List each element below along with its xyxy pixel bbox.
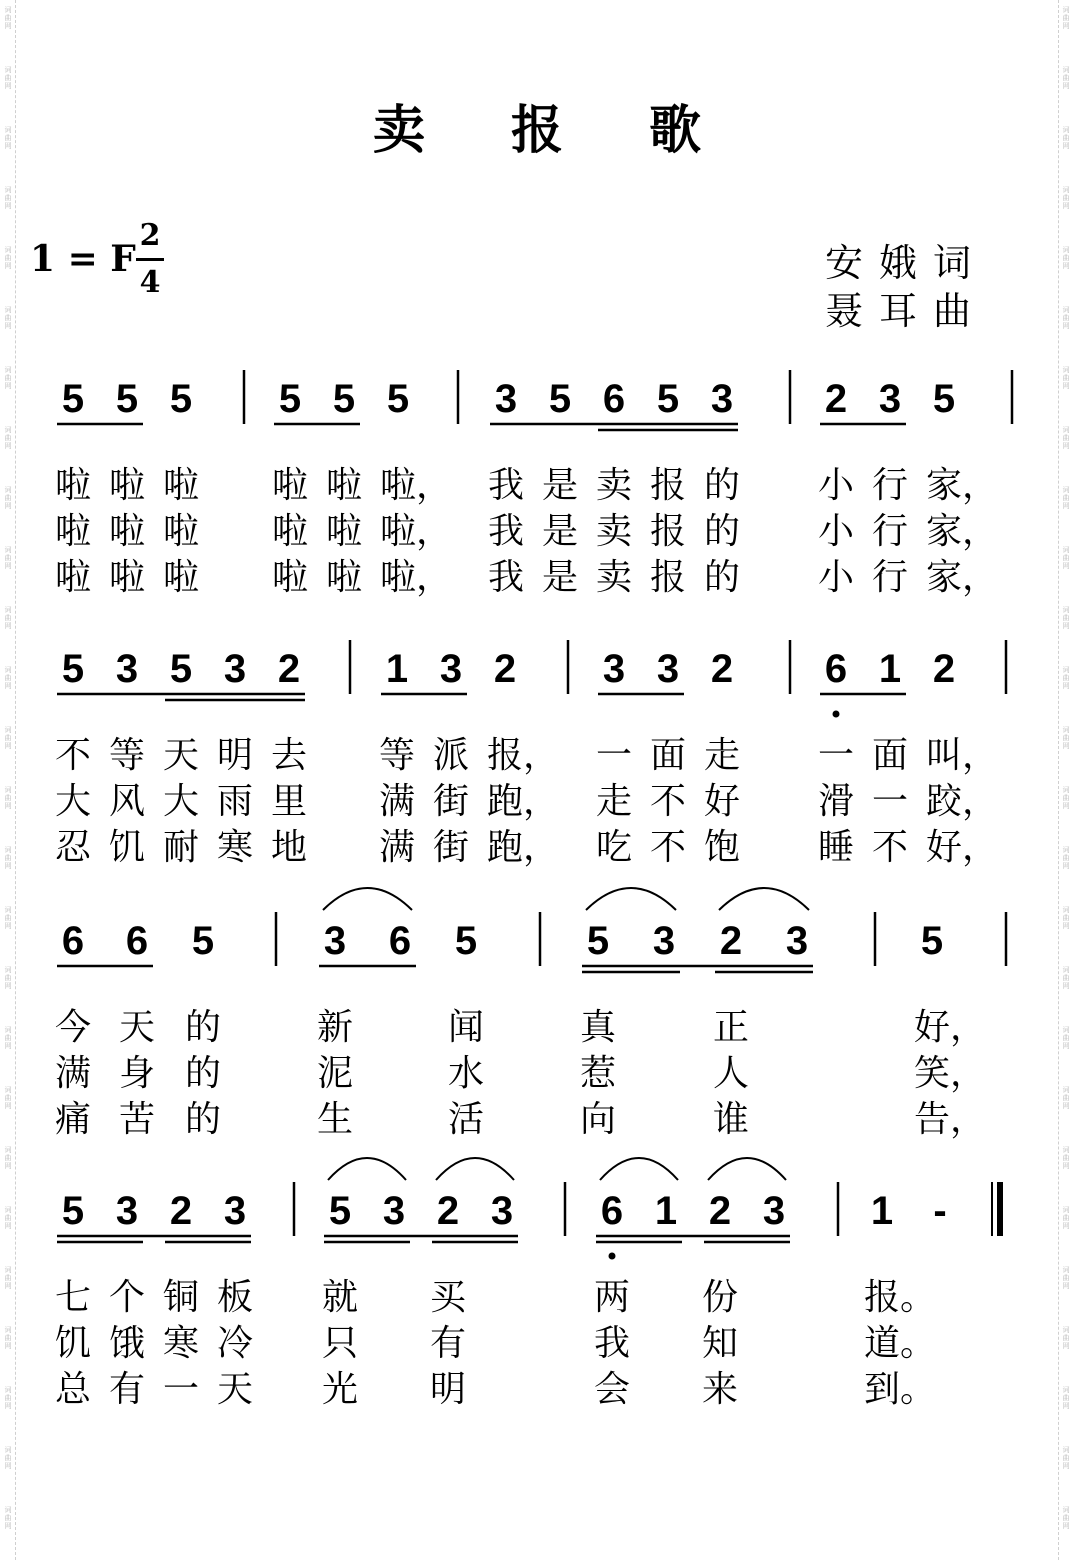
note-3-6: 5 — [454, 919, 478, 963]
lyric-syllable: 今 — [55, 1007, 92, 1048]
note-1-1: 5 — [61, 377, 85, 421]
lyric-syllable: 的 — [185, 1099, 222, 1140]
lyric-syllable: 等 — [109, 735, 146, 776]
lyric-syllable: 啦 — [326, 557, 363, 598]
lyric-syllable: 小 — [818, 511, 855, 552]
lyricist-credit: 安娥词 — [825, 241, 988, 285]
lyric-syllable: 个 — [109, 1277, 146, 1318]
watermark-mark: 词曲网 — [1062, 126, 1070, 150]
lyric-syllable: 寒 — [163, 1323, 200, 1364]
note-2-12: 6 — [824, 647, 848, 691]
note-2-10: 3 — [656, 647, 680, 691]
lyric-syllable: 正 — [713, 1007, 750, 1048]
note-3-9: 2 — [719, 919, 743, 963]
watermark-mark: 词曲网 — [1062, 906, 1070, 930]
lyric-syllable: 饥 — [55, 1323, 92, 1364]
lyric-syllable: 不 — [650, 781, 687, 822]
lyric-syllable: 风 — [109, 781, 146, 822]
lyric-syllable: 向 — [580, 1099, 617, 1140]
watermark-mark: 词曲网 — [1062, 306, 1070, 330]
watermark-mark: 词曲网 — [4, 486, 12, 510]
lyric-syllable: 不 — [55, 735, 92, 776]
lyric-syllable: 啦 — [163, 557, 200, 598]
watermark-mark: 词曲网 — [1062, 726, 1070, 750]
watermark-mark: 词曲网 — [4, 66, 12, 90]
lyric-syllable: 我 — [488, 511, 525, 552]
lyric-syllable: 啦 — [55, 511, 92, 552]
watermark-mark: 词曲网 — [1062, 1506, 1070, 1530]
watermark-mark: 词曲网 — [4, 366, 12, 390]
lyric-syllable: 寒 — [217, 827, 254, 868]
low-octave-dot-4-1 — [609, 1253, 616, 1260]
watermark-mark: 词曲网 — [4, 306, 12, 330]
lyric-syllable: 啦， — [380, 465, 453, 506]
note-2-9: 3 — [602, 647, 626, 691]
lyric-syllable: 天 — [163, 735, 200, 776]
lyric-syllable: 有 — [430, 1323, 467, 1364]
lyric-syllable: 啦 — [272, 511, 309, 552]
watermark-mark: 词曲网 — [1062, 1026, 1070, 1050]
note-1-14: 5 — [932, 377, 956, 421]
lyric-syllable: 满 — [379, 781, 416, 822]
lyric-syllable: 好， — [926, 827, 999, 868]
lyric-syllable: 派 — [433, 735, 470, 776]
note-3-3: 5 — [191, 919, 215, 963]
lyric-syllable: 饱 — [704, 827, 741, 868]
lyric-syllable: 耐 — [163, 827, 200, 868]
note-2-4: 3 — [223, 647, 247, 691]
watermark-mark: 词曲网 — [1062, 846, 1070, 870]
note-4-14: - — [933, 1189, 947, 1233]
lyric-syllable: 忍 — [55, 827, 92, 868]
note-4-13: 1 — [870, 1189, 894, 1233]
lyric-syllable: 卖 — [596, 465, 633, 506]
lyric-syllable: 家， — [926, 465, 999, 506]
watermark-mark: 词曲网 — [4, 186, 12, 210]
lyric-syllable: 明 — [430, 1369, 467, 1410]
note-4-2: 3 — [115, 1189, 139, 1233]
lyric-syllable: 大 — [55, 781, 92, 822]
watermark-mark: 词曲网 — [1062, 606, 1070, 630]
lyric-syllable: 面 — [872, 735, 909, 776]
note-2-5: 2 — [277, 647, 301, 691]
watermark-mark: 词曲网 — [4, 966, 12, 990]
lyric-syllable: 好 — [704, 781, 741, 822]
note-2-8: 2 — [493, 647, 517, 691]
watermark-mark: 词曲网 — [1062, 246, 1070, 270]
watermark-mark: 词曲网 — [1062, 1206, 1070, 1230]
slur-4-3 — [600, 1158, 678, 1180]
lyric-syllable: 啦 — [272, 557, 309, 598]
watermark-mark: 词曲网 — [1062, 186, 1070, 210]
lyric-syllable: 明 — [217, 735, 254, 776]
lyric-syllable: 啦 — [163, 465, 200, 506]
lyric-syllable: 苦 — [119, 1099, 156, 1140]
watermark-mark: 词曲网 — [1062, 6, 1070, 30]
lyric-syllable: 我 — [488, 557, 525, 598]
note-2-1: 5 — [61, 647, 85, 691]
note-2-7: 3 — [439, 647, 463, 691]
note-4-1: 5 — [61, 1189, 85, 1233]
note-1-4: 5 — [278, 377, 302, 421]
lyric-syllable: 我 — [594, 1323, 631, 1364]
lyric-syllable: 七 — [55, 1277, 92, 1318]
note-2-2: 3 — [115, 647, 139, 691]
lyric-syllable: 到。 — [864, 1369, 937, 1410]
watermark-mark: 词曲网 — [4, 906, 12, 930]
watermark-mark: 词曲网 — [4, 126, 12, 150]
lyric-syllable: 一 — [163, 1369, 200, 1410]
note-2-3: 5 — [169, 647, 193, 691]
lyric-syllable: 道。 — [864, 1323, 937, 1364]
lyric-syllable: 谁 — [713, 1099, 750, 1140]
lyric-syllable: 人 — [713, 1053, 750, 1094]
watermark-mark: 词曲网 — [4, 1506, 12, 1530]
note-3-7: 5 — [586, 919, 610, 963]
slur-4-1 — [328, 1158, 406, 1180]
note-2-14: 2 — [932, 647, 956, 691]
lyric-syllable: 的 — [185, 1007, 222, 1048]
watermark-mark: 词曲网 — [1062, 546, 1070, 570]
watermark-mark: 词曲网 — [4, 786, 12, 810]
lyric-syllable: 我 — [488, 465, 525, 506]
note-1-6: 5 — [386, 377, 410, 421]
note-3-5: 6 — [388, 919, 412, 963]
lyric-syllable: 活 — [448, 1099, 485, 1140]
lyric-syllable: 泥 — [317, 1053, 354, 1094]
slur-3-2 — [586, 888, 676, 910]
watermark-mark: 词曲网 — [1062, 966, 1070, 990]
note-2-6: 1 — [385, 647, 409, 691]
watermark-mark: 词曲网 — [4, 1386, 12, 1410]
slur-4-4 — [708, 1158, 786, 1180]
note-1-3: 5 — [169, 377, 193, 421]
lyric-syllable: 滑 — [818, 781, 855, 822]
note-3-4: 3 — [323, 919, 347, 963]
composer-credit: 聂耳曲 — [825, 289, 988, 333]
note-1-12: 2 — [824, 377, 848, 421]
note-4-11: 2 — [708, 1189, 732, 1233]
lyric-syllable: 啦 — [326, 465, 363, 506]
lyric-syllable: 生 — [317, 1099, 354, 1140]
lyric-syllable: 满 — [55, 1053, 92, 1094]
lyric-syllable: 总 — [55, 1369, 92, 1410]
lyric-syllable: 啦 — [109, 465, 146, 506]
watermark-mark: 词曲网 — [4, 726, 12, 750]
lyric-syllable: 不 — [872, 827, 909, 868]
note-4-9: 6 — [600, 1189, 624, 1233]
watermark-mark: 词曲网 — [4, 1326, 12, 1350]
note-4-7: 2 — [436, 1189, 460, 1233]
slur-3-1 — [323, 888, 412, 910]
note-1-7: 3 — [494, 377, 518, 421]
lyric-syllable: 闻 — [448, 1007, 485, 1048]
watermark-mark: 词曲网 — [1062, 486, 1070, 510]
note-4-6: 3 — [382, 1189, 406, 1233]
lyric-syllable: 啦 — [109, 557, 146, 598]
lyric-syllable: 报 — [650, 557, 687, 598]
lyric-syllable: 啦 — [163, 511, 200, 552]
lyric-syllable: 啦 — [326, 511, 363, 552]
lyric-syllable: 冷 — [217, 1323, 254, 1364]
lyric-syllable: 等 — [379, 735, 416, 776]
lyric-syllable: 饿 — [109, 1323, 146, 1364]
lyric-syllable: 知 — [702, 1323, 739, 1364]
lyric-syllable: 天 — [217, 1369, 254, 1410]
key-signature: 1 = F — [30, 238, 136, 280]
note-3-8: 3 — [652, 919, 676, 963]
lyric-syllable: 身 — [119, 1053, 156, 1094]
lyric-syllable: 面 — [650, 735, 687, 776]
note-1-13: 3 — [878, 377, 902, 421]
lyric-syllable: 水 — [448, 1053, 485, 1094]
watermark-mark: 词曲网 — [1062, 786, 1070, 810]
lyric-syllable: 报 — [650, 511, 687, 552]
lyric-syllable: 走 — [596, 781, 633, 822]
note-1-8: 5 — [548, 377, 572, 421]
watermark-mark: 词曲网 — [4, 546, 12, 570]
note-4-12: 3 — [762, 1189, 786, 1233]
lyric-syllable: 的 — [185, 1053, 222, 1094]
note-1-10: 5 — [656, 377, 680, 421]
lyric-syllable: 真 — [580, 1007, 617, 1048]
lyric-syllable: 雨 — [217, 781, 254, 822]
lyric-syllable: 小 — [818, 557, 855, 598]
lyric-syllable: 的 — [704, 465, 741, 506]
lyric-syllable: 一 — [872, 781, 909, 822]
lyric-syllable: 板 — [217, 1277, 254, 1318]
lyric-syllable: 啦 — [55, 465, 92, 506]
lyric-syllable: 有 — [109, 1369, 146, 1410]
lyric-syllable: 卖 — [596, 511, 633, 552]
lyric-syllable: 不 — [650, 827, 687, 868]
lyric-syllable: 铜 — [163, 1277, 200, 1318]
lyric-syllable: 啦， — [380, 557, 453, 598]
lyric-syllable: 就 — [322, 1277, 359, 1318]
note-4-8: 3 — [490, 1189, 514, 1233]
watermark-mark: 词曲网 — [4, 606, 12, 630]
lyric-syllable: 家， — [926, 511, 999, 552]
lyric-syllable: 睡 — [818, 827, 855, 868]
song-title: 卖报歌 — [372, 100, 787, 161]
note-4-3: 2 — [169, 1189, 193, 1233]
note-3-11: 5 — [920, 919, 944, 963]
time-signature-top: 2 — [139, 218, 161, 253]
watermark-mark: 词曲网 — [4, 1446, 12, 1470]
lyric-syllable: 痛 — [55, 1099, 92, 1140]
watermark-mark: 词曲网 — [1062, 1266, 1070, 1290]
lyric-syllable: 天 — [119, 1007, 156, 1048]
low-octave-dot-2-1 — [833, 711, 840, 718]
lyric-syllable: 惹 — [580, 1053, 617, 1094]
lyric-syllable: 报 — [650, 465, 687, 506]
watermark-mark: 词曲网 — [1062, 66, 1070, 90]
note-3-10: 3 — [785, 919, 809, 963]
lyric-syllable: 饥 — [109, 827, 146, 868]
lyric-syllable: 行 — [872, 465, 909, 506]
lyric-syllable: 是 — [542, 511, 579, 552]
lyric-syllable: 的 — [704, 557, 741, 598]
lyric-syllable: 只 — [322, 1323, 359, 1364]
lyric-syllable: 里 — [271, 781, 308, 822]
lyric-syllable: 行 — [872, 557, 909, 598]
lyric-syllable: 告， — [914, 1099, 987, 1140]
slur-3-3 — [719, 888, 809, 910]
watermark-mark: 词曲网 — [4, 426, 12, 450]
watermark-mark: 词曲网 — [4, 6, 12, 30]
lyric-syllable: 啦 — [55, 557, 92, 598]
lyric-syllable: 满 — [379, 827, 416, 868]
watermark-mark: 词曲网 — [1062, 666, 1070, 690]
lyric-syllable: 地 — [271, 827, 308, 868]
lyric-syllable: 报。 — [864, 1277, 937, 1318]
lyric-syllable: 一 — [596, 735, 633, 776]
watermark-mark: 词曲网 — [1062, 1086, 1070, 1110]
note-1-11: 3 — [710, 377, 734, 421]
watermark-mark: 词曲网 — [1062, 426, 1070, 450]
note-1-2: 5 — [115, 377, 139, 421]
lyric-syllable: 新 — [317, 1007, 354, 1048]
lyric-syllable: 啦 — [272, 465, 309, 506]
lyric-syllable: 笑， — [914, 1053, 987, 1094]
lyric-syllable: 的 — [704, 511, 741, 552]
watermark-mark: 词曲网 — [4, 246, 12, 270]
lyric-syllable: 行 — [872, 511, 909, 552]
lyric-syllable: 家， — [926, 557, 999, 598]
lyric-syllable: 是 — [542, 465, 579, 506]
note-1-9: 6 — [602, 377, 626, 421]
lyric-syllable: 大 — [163, 781, 200, 822]
lyric-syllable: 是 — [542, 557, 579, 598]
lyric-syllable: 小 — [818, 465, 855, 506]
lyric-syllable: 啦 — [109, 511, 146, 552]
note-3-1: 6 — [61, 919, 85, 963]
lyric-syllable: 跑， — [487, 781, 560, 822]
lyric-syllable: 会 — [594, 1369, 631, 1410]
lyric-syllable: 光 — [322, 1369, 359, 1410]
lyric-syllable: 卖 — [596, 557, 633, 598]
note-2-13: 1 — [878, 647, 902, 691]
note-4-5: 5 — [328, 1189, 352, 1233]
watermark-mark: 词曲网 — [4, 846, 12, 870]
lyric-syllable: 两 — [594, 1277, 631, 1318]
note-4-4: 3 — [223, 1189, 247, 1233]
lyric-syllable: 走 — [704, 735, 741, 776]
lyric-syllable: 跑， — [487, 827, 560, 868]
watermark-mark: 词曲网 — [1062, 1146, 1070, 1170]
watermark-mark: 词曲网 — [1062, 366, 1070, 390]
note-3-2: 6 — [125, 919, 149, 963]
lyric-syllable: 叫， — [926, 735, 999, 776]
watermark-mark: 词曲网 — [4, 1206, 12, 1230]
note-4-10: 1 — [654, 1189, 678, 1233]
watermark-mark: 词曲网 — [1062, 1386, 1070, 1410]
note-1-5: 5 — [332, 377, 356, 421]
time-signature-bottom: 4 — [139, 265, 161, 300]
watermark-mark: 词曲网 — [1062, 1446, 1070, 1470]
lyric-syllable: 一 — [818, 735, 855, 776]
lyric-syllable: 好， — [914, 1007, 987, 1048]
lyric-syllable: 报， — [487, 735, 560, 776]
watermark-mark: 词曲网 — [4, 1266, 12, 1290]
lyric-syllable: 街 — [433, 827, 470, 868]
watermark-mark: 词曲网 — [4, 666, 12, 690]
slur-4-2 — [436, 1158, 514, 1180]
lyric-syllable: 份 — [702, 1277, 739, 1318]
lyric-syllable: 啦， — [380, 511, 453, 552]
lyric-syllable: 街 — [433, 781, 470, 822]
note-2-11: 2 — [710, 647, 734, 691]
watermark-mark: 词曲网 — [4, 1026, 12, 1050]
lyric-syllable: 来 — [702, 1369, 739, 1410]
lyric-syllable: 买 — [430, 1277, 467, 1318]
watermark-mark: 词曲网 — [4, 1086, 12, 1110]
watermark-mark: 词曲网 — [4, 1146, 12, 1170]
lyric-syllable: 跤， — [926, 781, 999, 822]
watermark-mark: 词曲网 — [1062, 1326, 1070, 1350]
lyric-syllable: 去 — [271, 735, 308, 776]
lyric-syllable: 吃 — [596, 827, 633, 868]
